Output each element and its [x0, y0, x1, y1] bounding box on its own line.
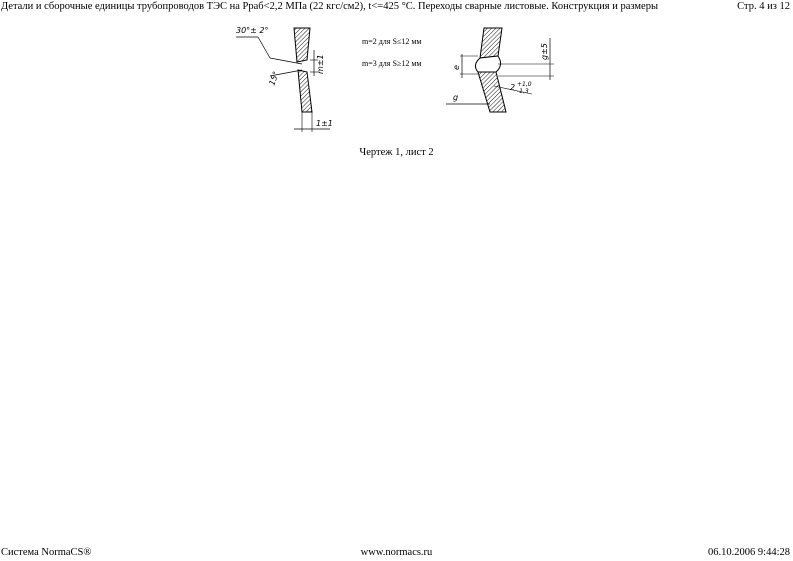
footer-timestamp: 06.10.2006 9:44:28	[708, 547, 790, 558]
footer-url: www.normacs.ru	[360, 547, 433, 558]
gap-tolerance-lower: -1,3	[517, 88, 529, 95]
footer-system-name: Система NormaCS®	[1, 547, 92, 558]
document-title: Детали и сборочные единицы трубопроводов ТЭС на Рраб<2,2 МПа (22 кгс/см2), t<=425 °С. Переходы сварные листовые. Конструкция и размеры	[1, 1, 658, 12]
note-m3: m=3 для S≥12 мм	[362, 59, 422, 68]
right-weld-detail	[446, 28, 554, 112]
note-m2: m=2 для S≤12 мм	[362, 37, 422, 46]
g-tolerance-label: g±5	[540, 43, 549, 60]
bottom-dimension-label: 1±1	[316, 119, 333, 128]
gap-label: 2	[510, 83, 516, 92]
drawing-caption: Чертеж 1, лист 2	[359, 147, 434, 158]
m-dimension-label: m±1	[316, 54, 325, 74]
gap-tolerance-upper: +1,0	[517, 81, 532, 88]
angle-15-label: 15°	[267, 70, 281, 87]
angle-label: 30°± 2°	[236, 26, 269, 35]
page-indicator: Стр. 4 из 12	[737, 1, 790, 12]
left-weld-detail	[236, 26, 333, 132]
e-dimension-label: e	[452, 65, 461, 70]
weld-joint-drawing-svg	[228, 20, 558, 140]
g-dimension-label: g	[453, 93, 459, 102]
technical-drawing	[228, 20, 558, 140]
